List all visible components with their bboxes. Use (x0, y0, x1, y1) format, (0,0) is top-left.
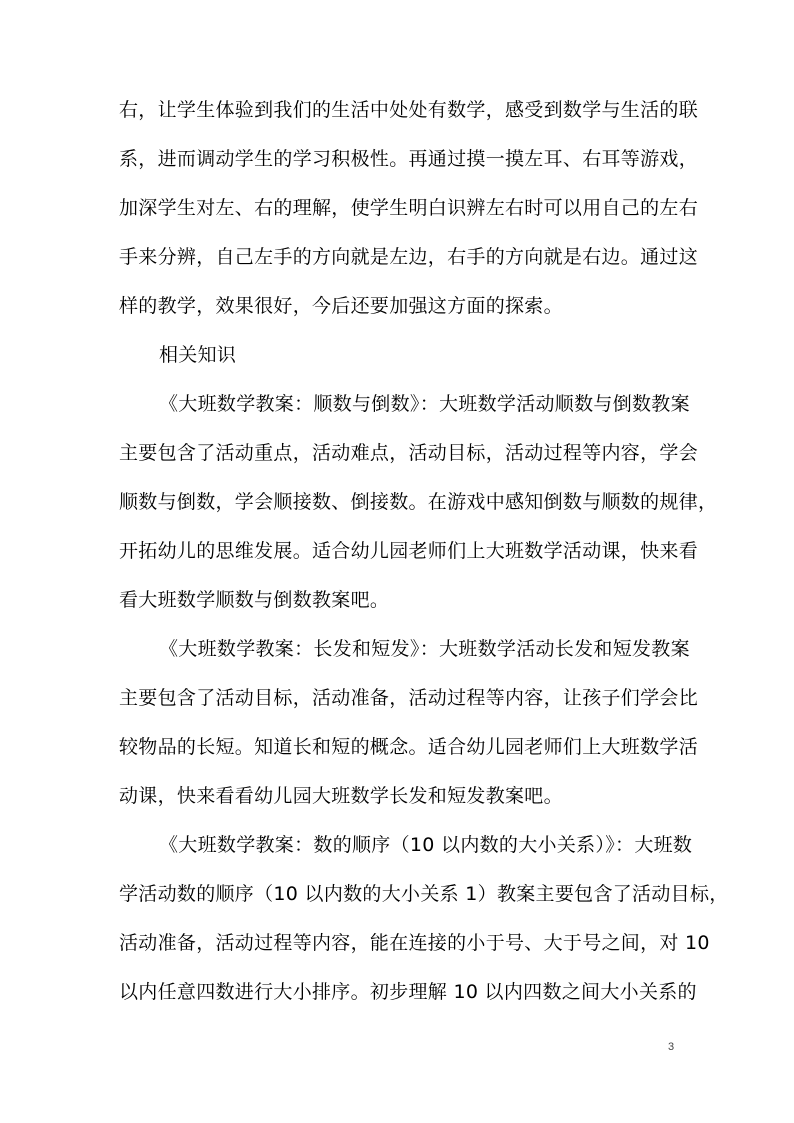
text-line-19: 以内任意四数进行大小排序。初步理解 10 以内四数之间大小关系的 (119, 981, 697, 1003)
text-line-16: 《大班数学教案：数的顺序（10 以内数的大小关系）》：大班数 (159, 834, 693, 856)
text-line-10: 开拓幼儿的思维发展。适合幼儿园老师们上大班数学活动课，快来看 (119, 540, 699, 562)
text-line-18: 活动准备，活动过程等内容，能在连接的小于号、大于号之间，对 10 (119, 932, 710, 954)
text-line-4: 手来分辨，自己左手的方向就是左边，右手的方向就是右边。通过这 (119, 246, 699, 268)
text-line-13: 主要包含了活动目标，活动准备，活动过程等内容，让孩子们学会比 (119, 687, 699, 709)
text-line-1: 右，让学生体验到我们的生活中处处有数学，感受到数学与生活的联 (119, 99, 699, 121)
section-heading: 相关知识 (159, 344, 237, 366)
text-line-3: 加深学生对左、右的理解，使学生明白识辨左右时可以用自己的左右 (119, 197, 699, 219)
text-line-14: 较物品的长短。知道长和短的概念。适合幼儿园老师们上大班数学活 (119, 736, 699, 758)
text-line-15: 动课，快来看看幼儿园大班数学长发和短发教案吧。 (119, 785, 563, 807)
text-line-11: 看大班数学顺数与倒数教案吧。 (119, 589, 390, 611)
text-line-5: 样的教学，效果很好，今后还要加强这方面的探索。 (119, 295, 563, 317)
text-line-9: 顺数与倒数，学会顺接数、倒接数。在游戏中感知倒数与顺数的规律， (119, 491, 718, 513)
text-line-8: 主要包含了活动重点，活动难点，活动目标，活动过程等内容，学会 (119, 442, 699, 464)
text-line-17: 学活动数的顺序（10 以内数的大小关系 1）教案主要包含了活动目标， (119, 883, 729, 905)
text-line-12: 《大班数学教案：长发和短发》：大班数学活动长发和短发教案 (159, 638, 690, 660)
text-line-7: 《大班数学教案：顺数与倒数》：大班数学活动顺数与倒数教案 (159, 393, 690, 415)
page-number: 3 (668, 1041, 675, 1053)
text-line-2: 系，进而调动学生的学习积极性。再通过摸一摸左耳、右耳等游戏， (119, 148, 699, 170)
